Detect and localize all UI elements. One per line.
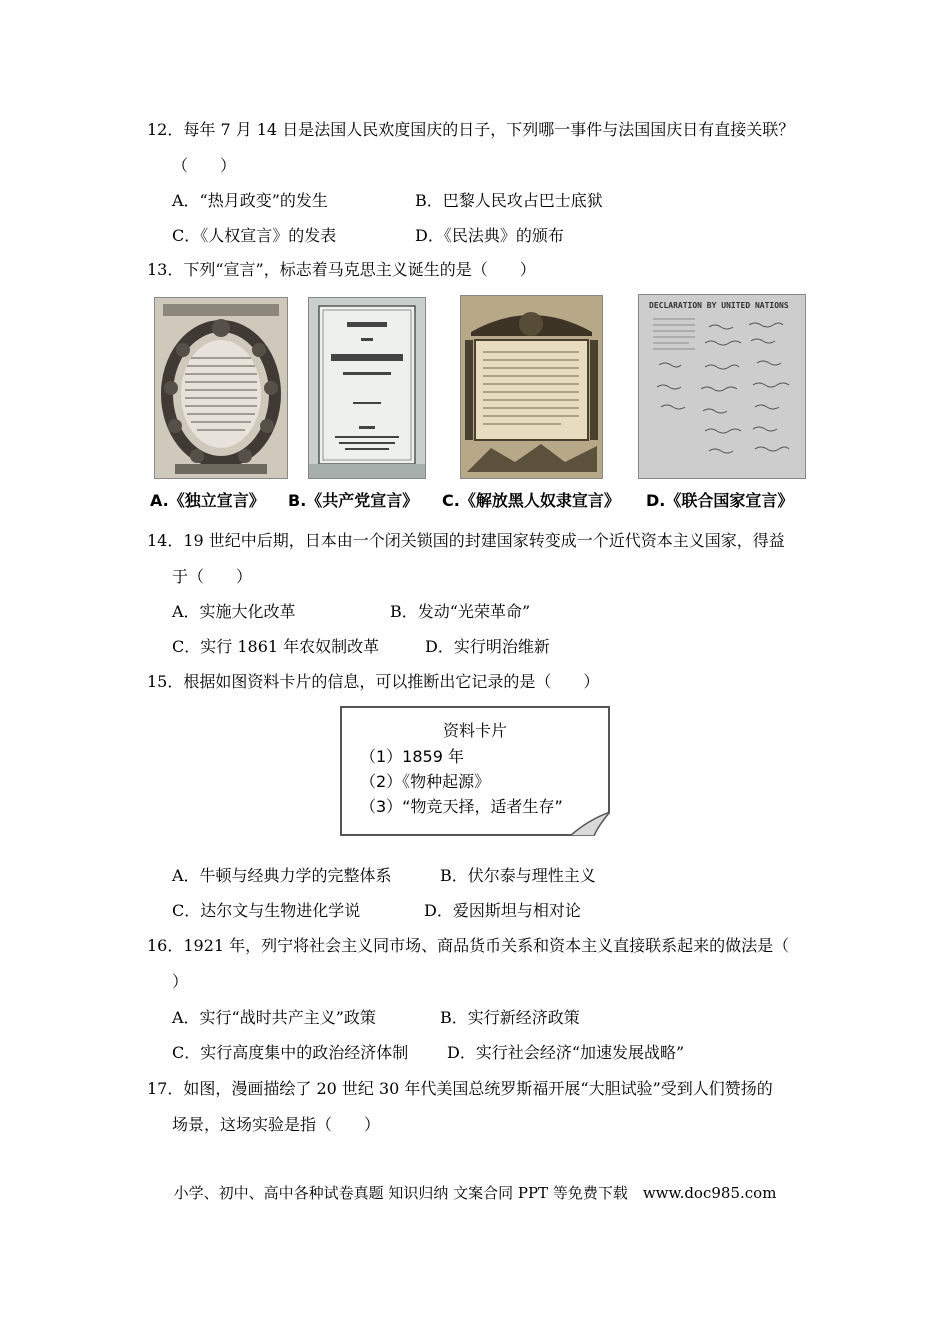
q13-stem: 13．下列“宣言”，标志着马克思主义诞生的是（ ） xyxy=(147,260,536,279)
page-footer: 小学、初中、高中各种试卷真题 知识归纳 文案合同 PPT 等免费下载 www.doc985.com xyxy=(173,1184,777,1202)
q12-option-d: D．《民法典》的颁布 xyxy=(415,226,564,245)
q14-option-c: C．实行 1861 年农奴制改革 xyxy=(172,637,380,656)
image-emancipation-proclamation xyxy=(460,295,603,479)
image-declaration-of-independence xyxy=(154,297,288,479)
q17-stem-cont: 场景，这场实验是指（ ） xyxy=(172,1115,381,1134)
q15-option-d: D．爱因斯坦与相对论 xyxy=(424,901,581,920)
caption-a: A.《独立宣言》 xyxy=(150,491,265,510)
q16-stem-cont: ） xyxy=(172,972,189,991)
declaration-un-title: DECLARATION BY UNITED NATIONS xyxy=(649,301,789,310)
q16-option-c: C．实行高度集中的政治经济体制 xyxy=(172,1043,409,1062)
q16-option-b: B．实行新经济政策 xyxy=(440,1008,580,1027)
q13-image-captions xyxy=(150,486,820,512)
q16-stem: 16．1921 年，列宁将社会主义同市场、商品货币关系和资本主义直接联系起来的做法是（ xyxy=(147,936,790,955)
q16-option-a: A．实行“战时共产主义”政策 xyxy=(172,1008,376,1027)
image-declaration-by-united-nations xyxy=(638,294,806,479)
page-curl-icon xyxy=(570,812,610,836)
q15-option-b: B．伏尔泰与理性主义 xyxy=(440,866,596,885)
data-card-line-1: （1）1859 年 xyxy=(360,747,464,766)
q14-option-b: B．发动“光荣革命” xyxy=(390,602,531,621)
caption-b: B.《共产党宣言》 xyxy=(288,491,419,510)
data-card-title: 资料卡片 xyxy=(442,721,507,740)
q12-paren: （ ） xyxy=(172,156,237,175)
image-communist-manifesto xyxy=(308,297,426,479)
q16-option-d: D．实行社会经济“加速发展战略” xyxy=(447,1043,685,1062)
q15-stem: 15．根据如图资料卡片的信息，可以推断出它记录的是（ ） xyxy=(147,672,600,691)
caption-c: C.《解放黑人奴隶宣言》 xyxy=(442,491,620,510)
q14-option-a: A．实施大化改革 xyxy=(172,602,296,621)
caption-d: D.《联合国家宣言》 xyxy=(646,491,794,510)
q17-stem: 17．如图，漫画描绘了 20 世纪 30 年代美国总统罗斯福开展“大胆试验”受到人们赞扬的 xyxy=(147,1079,773,1098)
q14-option-d: D．实行明治维新 xyxy=(425,637,550,656)
q14-stem: 14．19 世纪中后期，日本由一个闭关锁国的封建国家转变成一个近代资本主义国家，得益 xyxy=(147,531,785,550)
q12-option-b: B．巴黎人民攻占巴士底狱 xyxy=(415,191,603,210)
data-card-line-2: （2）《物种起源》 xyxy=(360,772,491,791)
q15-option-c: C．达尔文与生物进化学说 xyxy=(172,901,361,920)
q12-option-c: C．《人权宣言》的发表 xyxy=(172,226,337,245)
data-card xyxy=(340,706,610,836)
data-card-line-3: （3）“物竞天择，适者生存” xyxy=(360,797,563,816)
q12-stem: 12．每年 7 月 14 日是法国人民欢度国庆的日子，下列哪一事件与法国国庆日有直接关联？ xyxy=(147,120,795,139)
q12-option-a: A．“热月政变”的发生 xyxy=(172,191,328,210)
q14-stem-cont: 于（ ） xyxy=(172,567,253,586)
q15-option-a: A．牛顿与经典力学的完整体系 xyxy=(172,866,392,885)
